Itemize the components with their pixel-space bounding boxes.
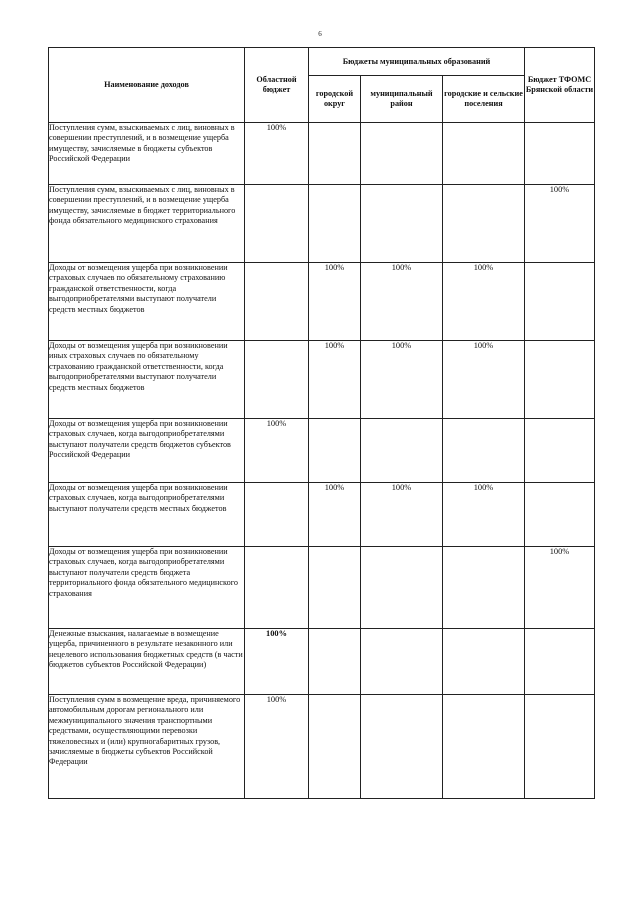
regional-share-cell xyxy=(245,263,309,341)
urban-rural-share-cell xyxy=(443,629,525,695)
city-district-share-cell: 100% xyxy=(309,263,361,341)
table-row xyxy=(49,185,595,263)
city-district-share-cell: 100% xyxy=(309,341,361,419)
income-name-cell: Поступления сумм, взыскиваемых с лиц, виновных в совершении преступлений, и в возмещение ущерба имуществу, зачисляемые в бюджеты субъектов Российской Федерации xyxy=(49,123,245,185)
table-row xyxy=(49,629,595,695)
header-city-district: городской округ xyxy=(309,76,361,123)
table-row xyxy=(49,263,595,341)
income-name-cell: Доходы от возмещения ущерба при возникновении страховых случаев, когда выгодоприобретателями выступают получатели средств местных бюджетов xyxy=(49,483,245,547)
city-district-share-cell xyxy=(309,629,361,695)
income-distribution-table xyxy=(48,47,595,799)
tfoms-share-cell xyxy=(525,419,595,483)
city-district-share-cell: 100% xyxy=(309,483,361,547)
city-district-share-cell xyxy=(309,185,361,263)
regional-share-cell xyxy=(245,185,309,263)
tfoms-share-cell xyxy=(525,341,595,419)
municipal-district-share-cell: 100% xyxy=(361,263,443,341)
income-name-cell: Доходы от возмещения ущерба при возникновении страховых случаев по обязательному страхованию гражданской ответственности, когда выгодоприобретателями выступают получатели средств местных бюджетов xyxy=(49,263,245,341)
municipal-district-share-cell: 100% xyxy=(361,341,443,419)
regional-share-cell xyxy=(245,483,309,547)
header-municipal-budgets: Бюджеты муниципальных образований xyxy=(309,48,525,76)
city-district-share-cell xyxy=(309,547,361,629)
income-name-cell: Доходы от возмещения ущерба при возникновении страховых случаев, когда выгодоприобретателями выступают получатели средств бюджета территориального фонда обязательного медицинского страхования xyxy=(49,547,245,629)
urban-rural-share-cell xyxy=(443,123,525,185)
table-row xyxy=(49,341,595,419)
header-regional-budget: Областной бюджет xyxy=(245,48,309,123)
table-row xyxy=(49,483,595,547)
urban-rural-share-cell: 100% xyxy=(443,483,525,547)
income-name-cell: Денежные взыскания, налагаемые в возмещение ущерба, причиненного в результате незаконного или нецелевого использования бюджетных средств (в части бюджетов субъектов Российской Федерации) xyxy=(49,629,245,695)
city-district-share-cell xyxy=(309,123,361,185)
tfoms-share-cell xyxy=(525,483,595,547)
tfoms-share-cell: 100% xyxy=(525,185,595,263)
municipal-district-share-cell xyxy=(361,185,443,263)
city-district-share-cell xyxy=(309,695,361,799)
header-income-name: Наименование доходов xyxy=(49,48,245,123)
municipal-district-share-cell xyxy=(361,547,443,629)
urban-rural-share-cell: 100% xyxy=(443,263,525,341)
header-urban-rural-settlements: городские и сельские поселения xyxy=(443,76,525,123)
table-row xyxy=(49,123,595,185)
urban-rural-share-cell xyxy=(443,547,525,629)
tfoms-share-cell: 100% xyxy=(525,547,595,629)
regional-share-cell xyxy=(245,341,309,419)
regional-share-cell: 100% xyxy=(245,629,309,695)
municipal-district-share-cell xyxy=(361,123,443,185)
header-tfoms-budget: Бюджет ТФОМС Брянской области xyxy=(525,48,595,123)
municipal-district-share-cell xyxy=(361,695,443,799)
municipal-district-share-cell xyxy=(361,629,443,695)
page-number: 6 xyxy=(318,30,322,38)
urban-rural-share-cell xyxy=(443,695,525,799)
table-row xyxy=(49,547,595,629)
tfoms-share-cell xyxy=(525,123,595,185)
income-name-cell: Доходы от возмещения ущерба при возникновении страховых случаев, когда выгодоприобретателями выступают получатели средств бюджетов субъектов Российской Федерации xyxy=(49,419,245,483)
regional-share-cell xyxy=(245,547,309,629)
tfoms-share-cell xyxy=(525,695,595,799)
income-name-cell: Поступления сумм, взыскиваемых с лиц, виновных в совершении преступлений, и в возмещение ущерба имуществу, зачисляемые в бюджет территориального фонда обязательного медицинского страхования xyxy=(49,185,245,263)
regional-share-cell: 100% xyxy=(245,695,309,799)
urban-rural-share-cell xyxy=(443,419,525,483)
urban-rural-share-cell xyxy=(443,185,525,263)
municipal-district-share-cell: 100% xyxy=(361,483,443,547)
income-name-cell: Доходы от возмещения ущерба при возникновении иных страховых случаев по обязательному страхованию гражданской ответственности, когда выгодоприобретателями выступают получатели средств местных бюджетов xyxy=(49,341,245,419)
municipal-district-share-cell xyxy=(361,419,443,483)
city-district-share-cell xyxy=(309,419,361,483)
table-row xyxy=(49,695,595,799)
header-municipal-district: муниципальный район xyxy=(361,76,443,123)
table-row xyxy=(49,419,595,483)
regional-share-cell: 100% xyxy=(245,419,309,483)
tfoms-share-cell xyxy=(525,629,595,695)
tfoms-share-cell xyxy=(525,263,595,341)
regional-share-cell: 100% xyxy=(245,123,309,185)
income-name-cell: Поступления сумм в возмещение вреда, причиняемого автомобильным дорогам регионального или межмуниципального значения транспортными средствами, осуществляющими перевозки тяжеловесных и (или) крупногабаритных грузов, зачисляемые в бюджеты субъектов Российской Федерации xyxy=(49,695,245,799)
urban-rural-share-cell: 100% xyxy=(443,341,525,419)
